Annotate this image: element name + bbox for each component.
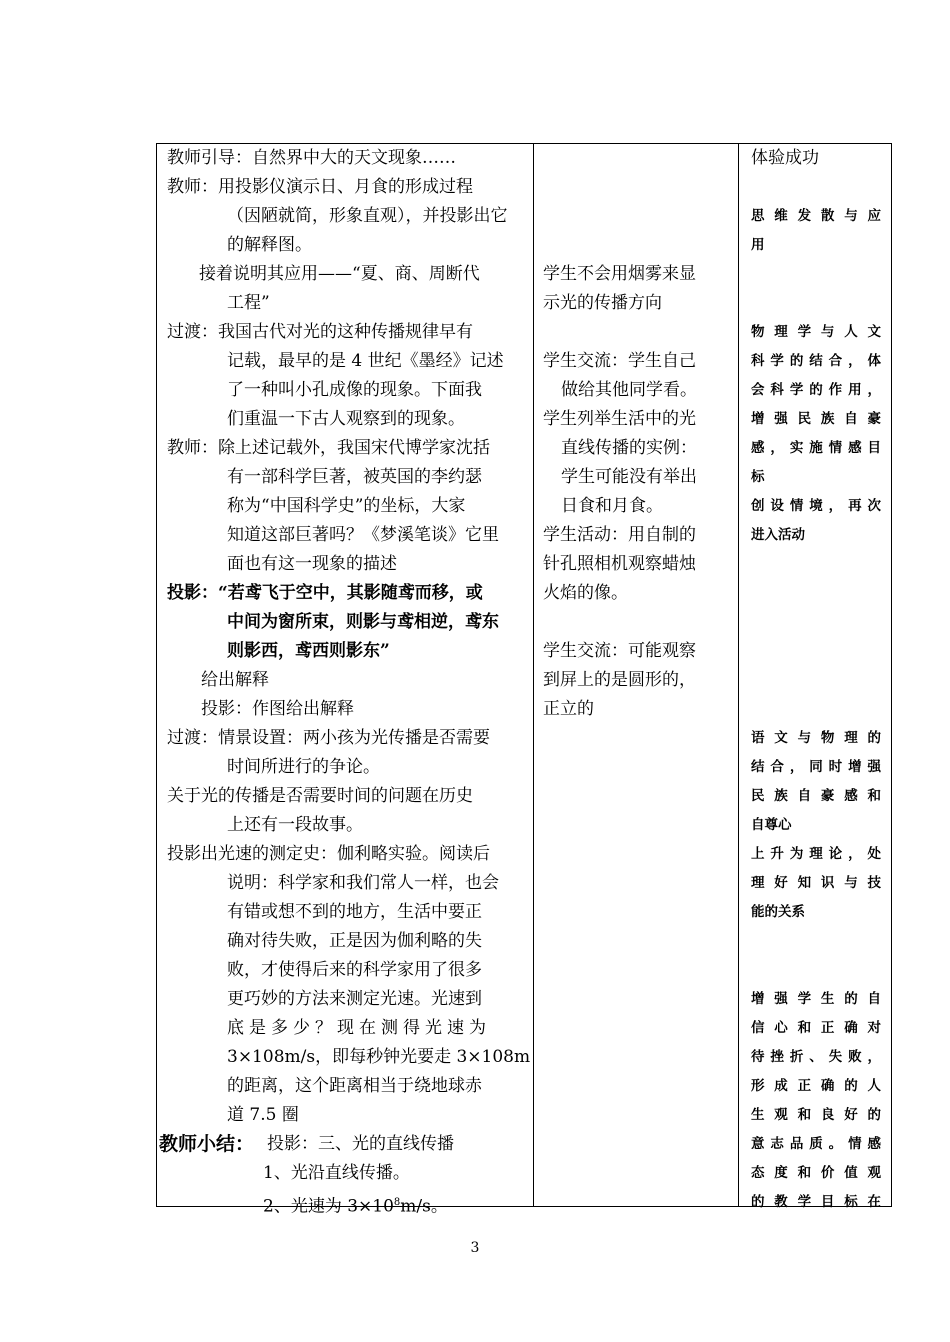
text-line: 教师：用投影仪演示日、月食的形成过程: [167, 177, 473, 197]
text-line: 的解释图。: [227, 235, 312, 255]
text-line: 科学的结合，体: [751, 353, 881, 369]
text-line: 形成正确的人: [751, 1078, 881, 1094]
text-line: 给出解释: [201, 670, 269, 690]
quote-line: 中间为窗所束，则影与鸢相逆，鸢东: [227, 612, 499, 632]
text-line: 会科学的作用，: [751, 382, 881, 398]
text-line: 过渡：我国古代对光的这种传播规律早有: [167, 322, 473, 342]
text-line: 待挫折、失败，: [751, 1049, 881, 1065]
text-line: 语文与物理的: [751, 730, 881, 746]
text-line: 能的关系: [751, 904, 805, 920]
text-line: 接着说明其应用——“夏、商、周断代: [199, 264, 480, 284]
text-fragment: m/s。: [400, 1196, 448, 1217]
text-line: 到屏上的是圆形的，: [543, 670, 696, 690]
student-activity-column: [534, 144, 738, 1206]
text-line: 工程”: [227, 293, 270, 313]
text-line: 投影：作图给出解释: [201, 699, 354, 719]
text-line: 关于光的传播是否需要时间的问题在历史: [167, 786, 473, 806]
text-line: 示光的传播方向: [543, 293, 662, 313]
text-line: 进入活动: [751, 527, 805, 543]
text-line: 学生交流：学生自己: [543, 351, 696, 371]
text-line: 有一部科学巨著，被英国的李约瑟: [227, 467, 482, 487]
text-line: 了一种叫小孔成像的现象。下面我: [227, 380, 482, 400]
text-line: 上升为理论，处: [751, 846, 881, 862]
text-line: 们重温一下古人观察到的现象。: [227, 409, 465, 429]
text-line: 结合，同时增强: [751, 759, 881, 775]
text-line: 教师引导：自然界中大的天文现象……: [167, 148, 456, 168]
text-line: 思维发散与应: [751, 208, 881, 224]
superscript: 8: [393, 1197, 401, 1208]
text-line: 上还有一段故事。: [227, 815, 363, 835]
text-line: 记载，最早的是 4 世纪《墨经》记述: [227, 351, 504, 371]
text-line: 体验成功: [751, 148, 819, 168]
text-line: 1、光沿直线传播。: [263, 1163, 410, 1183]
text-fragment: 2、光速为 3×10: [263, 1196, 394, 1217]
text-line: 教师：除上述记载外，我国宋代博学家沈括: [167, 438, 490, 458]
text-line: 火焰的像。: [543, 583, 628, 603]
text-line: 学生列举生活中的光: [543, 409, 696, 429]
text-line: 投影出光速的测定史：伽利略实验。阅读后: [167, 844, 490, 864]
text-line: 的距离，这个距离相当于绕地球赤: [227, 1076, 482, 1096]
text-line: 过渡：情景设置：两小孩为光传播是否需要: [167, 728, 490, 748]
text-line: 学生活动：用自制的: [543, 525, 696, 545]
text-line: 学生不会用烟雾来显: [543, 264, 696, 284]
text-line: 民族自豪感和: [751, 788, 881, 804]
text-line: 投影：三、光的直线传播: [267, 1134, 454, 1154]
text-line: 用: [751, 237, 765, 253]
text-line: 意志品质。情感: [751, 1136, 881, 1152]
text-line: 感，实施情感目: [751, 440, 881, 456]
text-line: （因陋就简，形象直观），并投影出它: [227, 206, 508, 226]
text-line: 增强学生的自: [751, 991, 881, 1007]
text-line: 面也有这一现象的描述: [227, 554, 397, 574]
text-line: 底是多少？现在测得光速为: [227, 1018, 491, 1038]
text-line: 标: [751, 469, 765, 485]
text-line: 道 7.5 圈: [227, 1105, 299, 1125]
text-line: 时间所进行的争论。: [227, 757, 380, 777]
text-line: [263, 1188, 448, 1222]
text-line: 针孔照相机观察蜡烛: [543, 554, 696, 574]
text-line: 直线传播的实例：: [561, 438, 697, 458]
design-intent-column: [739, 144, 891, 1210]
text-line: 确对待失败，正是因为伽利略的失: [227, 931, 482, 951]
summary-heading: 教师小结：: [159, 1133, 255, 1155]
page-number: 3: [470, 1240, 480, 1256]
text-line: 自尊心: [751, 817, 792, 833]
text-line: 的教学目标在: [751, 1194, 881, 1210]
quote-line: 投影：“若鸢飞于空中，其影随鸢而移，或: [167, 583, 483, 603]
text-line: 做给其他同学看。: [561, 380, 697, 400]
text-line: 说明：科学家和我们常人一样，也会: [227, 873, 499, 893]
text-line: 理好知识与技: [751, 875, 881, 891]
text-line: 日食和月食。: [561, 496, 663, 516]
text-line: 信心和正确对: [751, 1020, 881, 1036]
text-line: 更巧妙的方法来测定光速。光速到: [227, 989, 482, 1009]
text-line: 称为“中国科学史”的坐标，大家: [227, 496, 466, 516]
text-line: 知道这部巨著吗？《梦溪笔谈》它里: [227, 525, 499, 545]
text-line: 有错或想不到的地方，生活中要正: [227, 902, 482, 922]
text-line: 3×108m/s，即每秒钟光要走 3×108m: [227, 1047, 531, 1067]
text-line: 创设情境，再次: [751, 498, 881, 514]
text-line: 正立的: [543, 699, 594, 719]
lesson-plan-table: [156, 143, 892, 1217]
text-line: 态度和价值观: [751, 1165, 881, 1181]
quote-line: 则影西，鸢西则影东”: [227, 641, 390, 661]
text-line: 学生可能没有举出: [561, 467, 697, 487]
text-line: 物理学与人文: [751, 324, 881, 340]
text-line: 生观和良好的: [751, 1107, 881, 1123]
text-line: 增强民族自豪: [751, 411, 881, 427]
text-line: 败，才使得后来的科学家用了很多: [227, 960, 482, 980]
text-line: 学生交流：可能观察: [543, 641, 696, 661]
